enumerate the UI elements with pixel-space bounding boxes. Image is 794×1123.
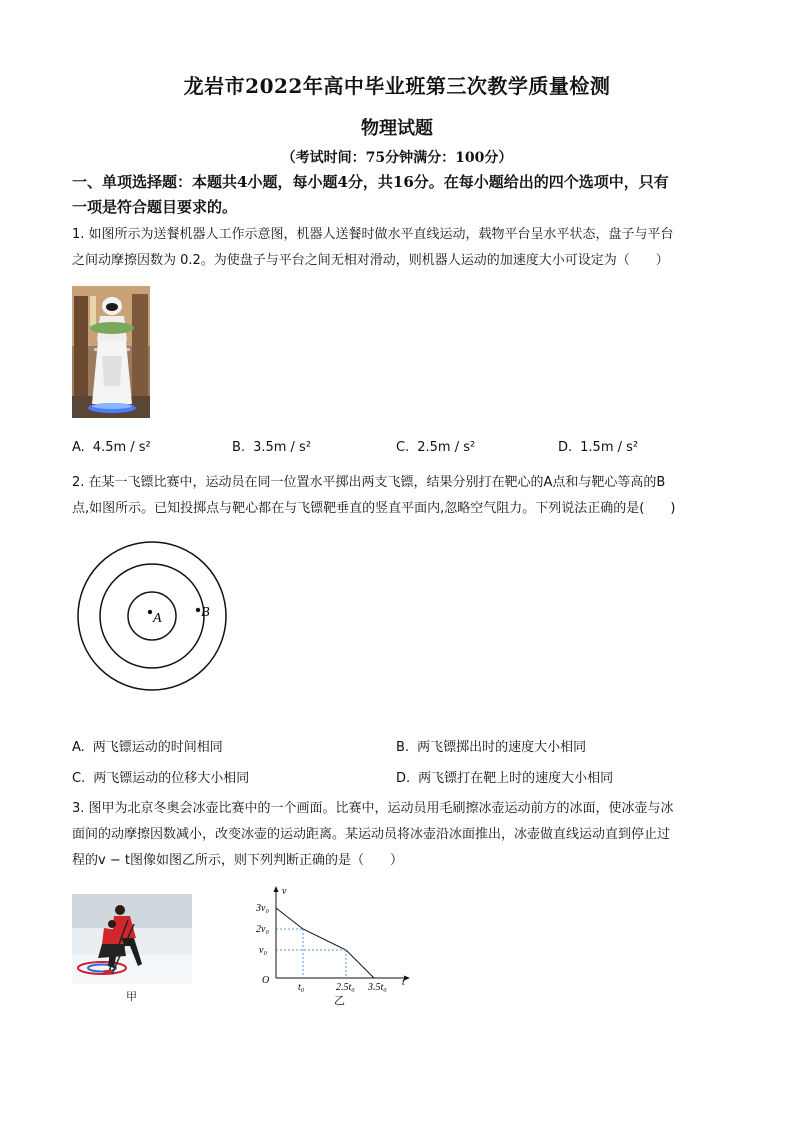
y-axis-arrow xyxy=(274,886,279,892)
question-line: 1. 如图所示为送餐机器人工作示意图，机器人送餐时做水平直线运动，载物平台呈水平状态，盘子与平台 xyxy=(72,227,674,242)
question-3-stem xyxy=(72,796,727,874)
section-heading-line: 一、单项选择题：本题共4小题，每小题4分，共16分。在每小题给出的四个选项中，只有 xyxy=(72,173,669,191)
q1-option-c xyxy=(396,440,475,455)
vt-curve xyxy=(276,908,374,978)
document-subject: 物理试题 xyxy=(361,118,433,139)
x-axis-arrow xyxy=(404,976,410,981)
robot-photo xyxy=(72,286,150,418)
x-tick-2-5t0: 2.5t₀ xyxy=(336,982,355,992)
option-text: 1.5m / s² xyxy=(580,440,639,455)
x-tick-t0: t₀ xyxy=(298,982,305,992)
option-text: 两飞镖打在靶上时的速度大小相同 xyxy=(418,771,614,786)
question-2-stem xyxy=(72,470,727,522)
option-text: 4.5m / s² xyxy=(92,440,151,455)
vt-graph xyxy=(244,884,414,992)
point-b-label: B xyxy=(201,605,210,620)
question-line: 点,如图所示。已知投掷点与靶心都在与飞镖靶垂直的竖直平面内,忽略空气阻力。下列说法正确的是( ) xyxy=(72,501,676,516)
option-text: 3.5m / s² xyxy=(253,440,312,455)
option-text: 2.5m / s² xyxy=(417,440,476,455)
q2-option-b xyxy=(396,736,586,755)
question-line: 面间的动摩擦因数减小，改变冰壶的运动距离。某运动员将冰壶沿冰面推出，冰壶做直线运动直到停止过 xyxy=(72,827,671,842)
middle-ring xyxy=(100,564,204,668)
point-a-label: A xyxy=(153,611,162,626)
curling-photo xyxy=(72,894,192,984)
robot-illustration xyxy=(72,286,150,418)
inner-ring xyxy=(128,592,176,640)
dartboard-figure xyxy=(74,540,234,700)
option-label: B. xyxy=(232,440,246,455)
option-label: A. xyxy=(72,440,85,455)
question-1-stem xyxy=(72,222,727,274)
origin-label: O xyxy=(262,975,270,986)
option-label: A. xyxy=(72,740,85,755)
option-label: D. xyxy=(558,440,573,455)
option-label: C. xyxy=(396,440,410,455)
question-line: 程的v − t图像如图乙所示，则下列判断正确的是（ ） xyxy=(72,853,403,868)
y-axis-label: v xyxy=(282,886,287,897)
question-line: 3. 图甲为北京冬奥会冰壶比赛中的一个画面。比赛中，运动员用毛刷擦冰壶运动前方的冰面，使冰壶与冰 xyxy=(72,801,674,816)
q1-option-a xyxy=(72,440,151,455)
option-text: 两飞镖掷出时的速度大小相同 xyxy=(417,740,587,755)
y-tick-2v0: 2v₀ xyxy=(256,924,269,935)
figure-caption-left: 甲 xyxy=(126,990,137,1003)
option-label: D. xyxy=(396,771,411,786)
q1-option-d xyxy=(558,440,638,455)
y-tick-3v0: 3v₀ xyxy=(256,903,269,914)
curling-illustration xyxy=(72,894,192,984)
question-line: 之间动摩擦因数为 0.2。为使盘子与平台之间无相对滑动，则机器人运动的加速度大小可设定为（ ） xyxy=(72,253,669,268)
point-a-dot xyxy=(148,610,152,614)
option-label: B. xyxy=(396,740,410,755)
x-tick-3-5t0: 3.5t₀ xyxy=(368,982,387,992)
point-b-dot xyxy=(196,608,200,612)
y-tick-v0: v₀ xyxy=(259,945,267,956)
figure-caption-right: 乙 xyxy=(334,994,345,1007)
option-text: 两飞镖运动的位移大小相同 xyxy=(93,771,250,786)
q2-option-a xyxy=(72,736,223,755)
x-axis-label: t xyxy=(402,977,405,988)
section-heading xyxy=(72,170,732,220)
q2-option-c xyxy=(72,767,249,786)
q2-option-d xyxy=(396,767,613,786)
q1-option-b xyxy=(232,440,311,455)
option-label: C. xyxy=(72,771,86,786)
exam-info: （考试时间：75分钟满分：100分） xyxy=(281,150,513,166)
question-line: 2. 在某一飞镖比赛中，运动员在同一位置水平掷出两支飞镖，结果分别打在靶心的A点和与靶心等高的B xyxy=(72,475,666,490)
option-text: 两飞镖运动的时间相同 xyxy=(92,740,223,755)
document-title: 龙岩市2022年高中毕业班第三次教学质量检测 xyxy=(183,74,611,98)
section-heading-line: 一项是符合题目要求的。 xyxy=(72,198,238,216)
